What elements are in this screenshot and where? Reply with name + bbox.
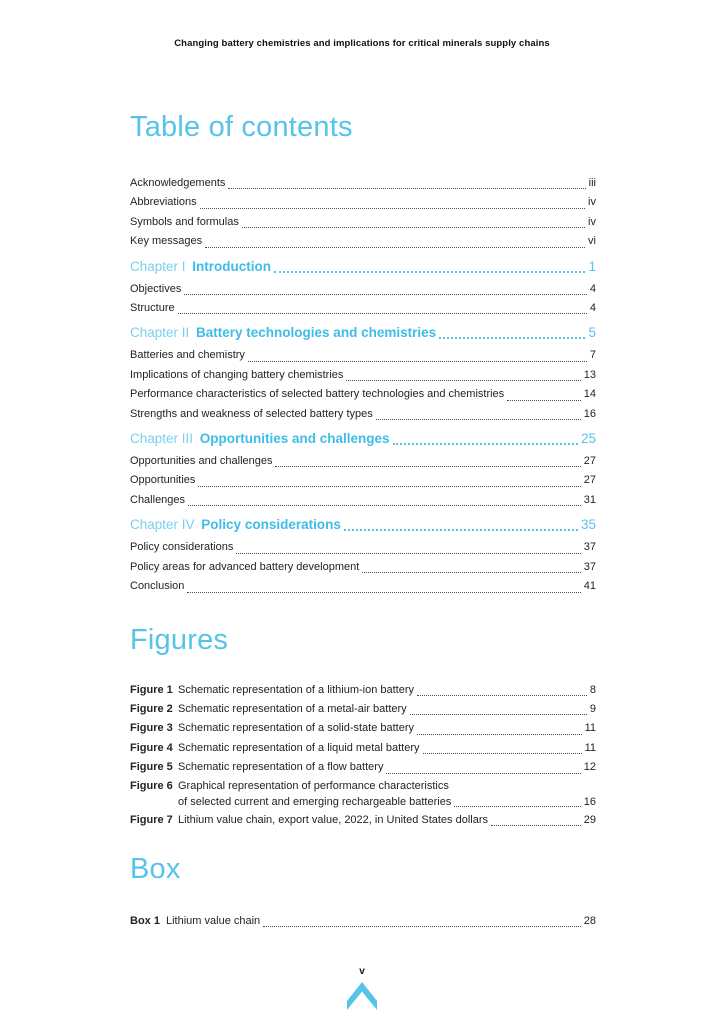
entry-page: iii xyxy=(588,177,596,189)
toc-list xyxy=(130,174,596,597)
entry-text: Schematic representation of a metal-air battery xyxy=(178,702,407,715)
dot-leader xyxy=(491,825,581,826)
entry-label: Figure 5 xyxy=(130,761,173,774)
entry-text: Schematic representation of a flow battery xyxy=(178,761,384,774)
entry-page: 4 xyxy=(589,282,596,295)
toc-title: Table of contents xyxy=(130,111,353,143)
entry-label: Strengths and weakness of selected battery types xyxy=(130,407,373,420)
entry-label xyxy=(130,428,390,449)
figure-entry-row xyxy=(130,739,596,758)
entry-label: Batteries and chemistry xyxy=(130,349,245,362)
toc-chapter-row xyxy=(130,514,596,535)
entry-page: 8 xyxy=(589,683,596,696)
entry-label: Policy areas for advanced battery development xyxy=(130,560,360,573)
dot-leader xyxy=(248,361,587,362)
entry-line xyxy=(130,912,596,931)
entry-text: Lithium value chain, export value, 2022, in United States dollars xyxy=(178,813,489,826)
entry-page: 31 xyxy=(583,493,596,506)
chapter-number: Chapter I xyxy=(130,258,193,274)
chapter-number: Chapter II xyxy=(130,325,197,341)
entry-line xyxy=(130,719,596,738)
footer-page-number: v xyxy=(359,966,365,977)
dot-leader xyxy=(454,806,580,807)
entry-page: 37 xyxy=(583,541,596,554)
figure-entry-row xyxy=(130,719,596,738)
toc-chapter-row xyxy=(130,322,596,343)
dot-leader xyxy=(346,380,580,381)
entry-line xyxy=(130,758,596,777)
figure-entry-row xyxy=(130,811,596,830)
entry-page: 1 xyxy=(588,258,596,274)
publisher-logo-icon xyxy=(347,982,377,1010)
entry-label: Acknowledgements xyxy=(130,177,226,189)
entry-page: 5 xyxy=(588,325,596,341)
toc-entry-row xyxy=(130,558,596,577)
chapter-title: Opportunities and challenges xyxy=(199,431,390,447)
box-entry-row xyxy=(130,912,596,931)
entry-text: Lithium value chain xyxy=(166,914,261,927)
dot-leader xyxy=(263,926,581,927)
entry-label: Performance characteristics of selected battery technologies and chemistries xyxy=(130,388,505,401)
entry-page: 11 xyxy=(584,722,596,735)
dot-leader xyxy=(184,294,587,295)
dot-leader xyxy=(439,337,585,339)
dot-leader xyxy=(423,753,582,754)
dot-leader xyxy=(242,227,585,228)
dot-leader xyxy=(344,529,578,531)
entry-label xyxy=(130,322,436,343)
entry-page: 27 xyxy=(583,455,596,468)
entry-page: vi xyxy=(588,235,596,248)
entry-text: Schematic representation of a liquid metal battery xyxy=(178,741,420,754)
dot-leader xyxy=(205,247,585,248)
entry-page: 27 xyxy=(583,474,596,487)
toc-entry-row xyxy=(130,471,596,490)
toc-entry-row xyxy=(130,213,596,232)
toc-chapter-row xyxy=(130,428,596,449)
chapter-number: Chapter III xyxy=(130,431,200,447)
figures-title: Figures xyxy=(130,623,229,656)
toc-entry-row xyxy=(130,577,596,596)
chapter-title: Policy considerations xyxy=(201,517,341,533)
dot-leader xyxy=(386,773,580,774)
entry-page: 16 xyxy=(583,796,596,809)
figure-entry-row xyxy=(130,681,596,700)
dot-leader xyxy=(417,734,582,735)
entry-label: Figure 2 xyxy=(130,702,173,715)
entry-page: 35 xyxy=(580,517,596,533)
entry-page: 14 xyxy=(583,388,596,401)
dot-leader xyxy=(275,466,580,467)
toc-entry-row xyxy=(130,405,596,424)
chapter-title: Introduction xyxy=(192,258,272,274)
entry-label: Figure 4 xyxy=(130,741,173,754)
entry-label xyxy=(130,514,341,535)
page-footer xyxy=(0,966,724,1015)
box-title: Box xyxy=(130,852,181,885)
entry-line xyxy=(130,811,596,830)
toc-entry-row xyxy=(130,385,596,404)
entry-page: 7 xyxy=(589,349,596,362)
entry-label: Challenges xyxy=(130,493,186,506)
entry-line xyxy=(130,739,596,758)
entry-line xyxy=(130,794,596,811)
toc-entry-row xyxy=(130,174,596,193)
entry-label: Opportunities xyxy=(130,474,196,487)
dot-leader xyxy=(417,695,587,696)
dot-leader xyxy=(187,592,580,593)
entry-page: iv xyxy=(588,196,596,209)
dot-leader xyxy=(236,553,580,554)
entry-label: Abbreviations xyxy=(130,196,197,209)
entry-label: Structure xyxy=(130,302,175,315)
entry-label xyxy=(130,256,271,277)
entry-label: Box 1 xyxy=(130,914,160,927)
entry-line xyxy=(130,778,596,795)
toc-entry-row xyxy=(130,280,596,299)
entry-page: 4 xyxy=(589,302,596,315)
toc-entry-row xyxy=(130,491,596,510)
figures-list xyxy=(130,681,596,830)
dot-leader xyxy=(393,443,578,445)
dot-leader xyxy=(376,419,581,420)
dot-leader xyxy=(507,400,581,401)
entry-page: 11 xyxy=(584,741,596,754)
entry-page: 29 xyxy=(583,813,596,826)
entry-page: 9 xyxy=(589,702,596,715)
figure-entry-row xyxy=(130,758,596,777)
entry-label: Opportunities and challenges xyxy=(130,455,273,468)
toc-chapter-row xyxy=(130,256,596,277)
toc-entry-row xyxy=(130,193,596,212)
entry-label: Symbols and formulas xyxy=(130,215,239,228)
entry-label: Figure 1 xyxy=(130,683,173,696)
toc-entry-row xyxy=(130,366,596,385)
dot-leader xyxy=(228,188,585,189)
entry-label: Policy considerations xyxy=(130,541,234,554)
dot-leader xyxy=(200,208,585,209)
dot-leader xyxy=(198,486,580,487)
dot-leader xyxy=(274,271,585,273)
entry-page: 12 xyxy=(583,761,596,774)
figure-entry-row xyxy=(130,778,596,811)
box-list xyxy=(130,912,596,931)
toc-entry-row xyxy=(130,232,596,251)
figure-entry-row xyxy=(130,700,596,719)
entry-text: Graphical representation of performance characteristics xyxy=(178,779,449,792)
entry-page: 28 xyxy=(583,914,596,927)
entry-page: 37 xyxy=(583,560,596,573)
entry-label: Implications of changing battery chemistries xyxy=(130,368,344,381)
chapter-number: Chapter IV xyxy=(130,517,202,533)
page-content xyxy=(130,110,596,931)
dot-leader xyxy=(178,313,587,314)
entry-page: iv xyxy=(588,215,596,228)
entry-text: of selected current and emerging rechargeable batteries xyxy=(178,796,452,809)
toc-entry-row xyxy=(130,452,596,471)
entry-line xyxy=(130,681,596,700)
toc-entry-row xyxy=(130,346,596,365)
entry-text: Schematic representation of a lithium-ion battery xyxy=(178,683,415,696)
entry-label: Conclusion xyxy=(130,580,185,593)
entry-page: 16 xyxy=(583,407,596,420)
entry-label: Figure 6 xyxy=(130,779,173,792)
entry-text: Schematic representation of a solid-state battery xyxy=(178,722,415,735)
dot-leader xyxy=(188,505,581,506)
entry-label: Figure 7 xyxy=(130,813,173,826)
entry-page: 25 xyxy=(580,431,596,447)
entry-line xyxy=(130,700,596,719)
entry-label: Objectives xyxy=(130,282,182,295)
toc-entry-row xyxy=(130,538,596,557)
running-header: Changing battery chemistries and implications for critical minerals supply chains xyxy=(174,38,550,49)
entry-label: Figure 3 xyxy=(130,722,173,735)
entry-label: Key messages xyxy=(130,235,203,248)
dot-leader xyxy=(362,572,580,573)
chapter-title: Battery technologies and chemistries xyxy=(196,325,437,341)
entry-page: 41 xyxy=(583,580,596,593)
entry-page: 13 xyxy=(583,368,596,381)
toc-entry-row xyxy=(130,299,596,318)
dot-leader xyxy=(410,714,587,715)
